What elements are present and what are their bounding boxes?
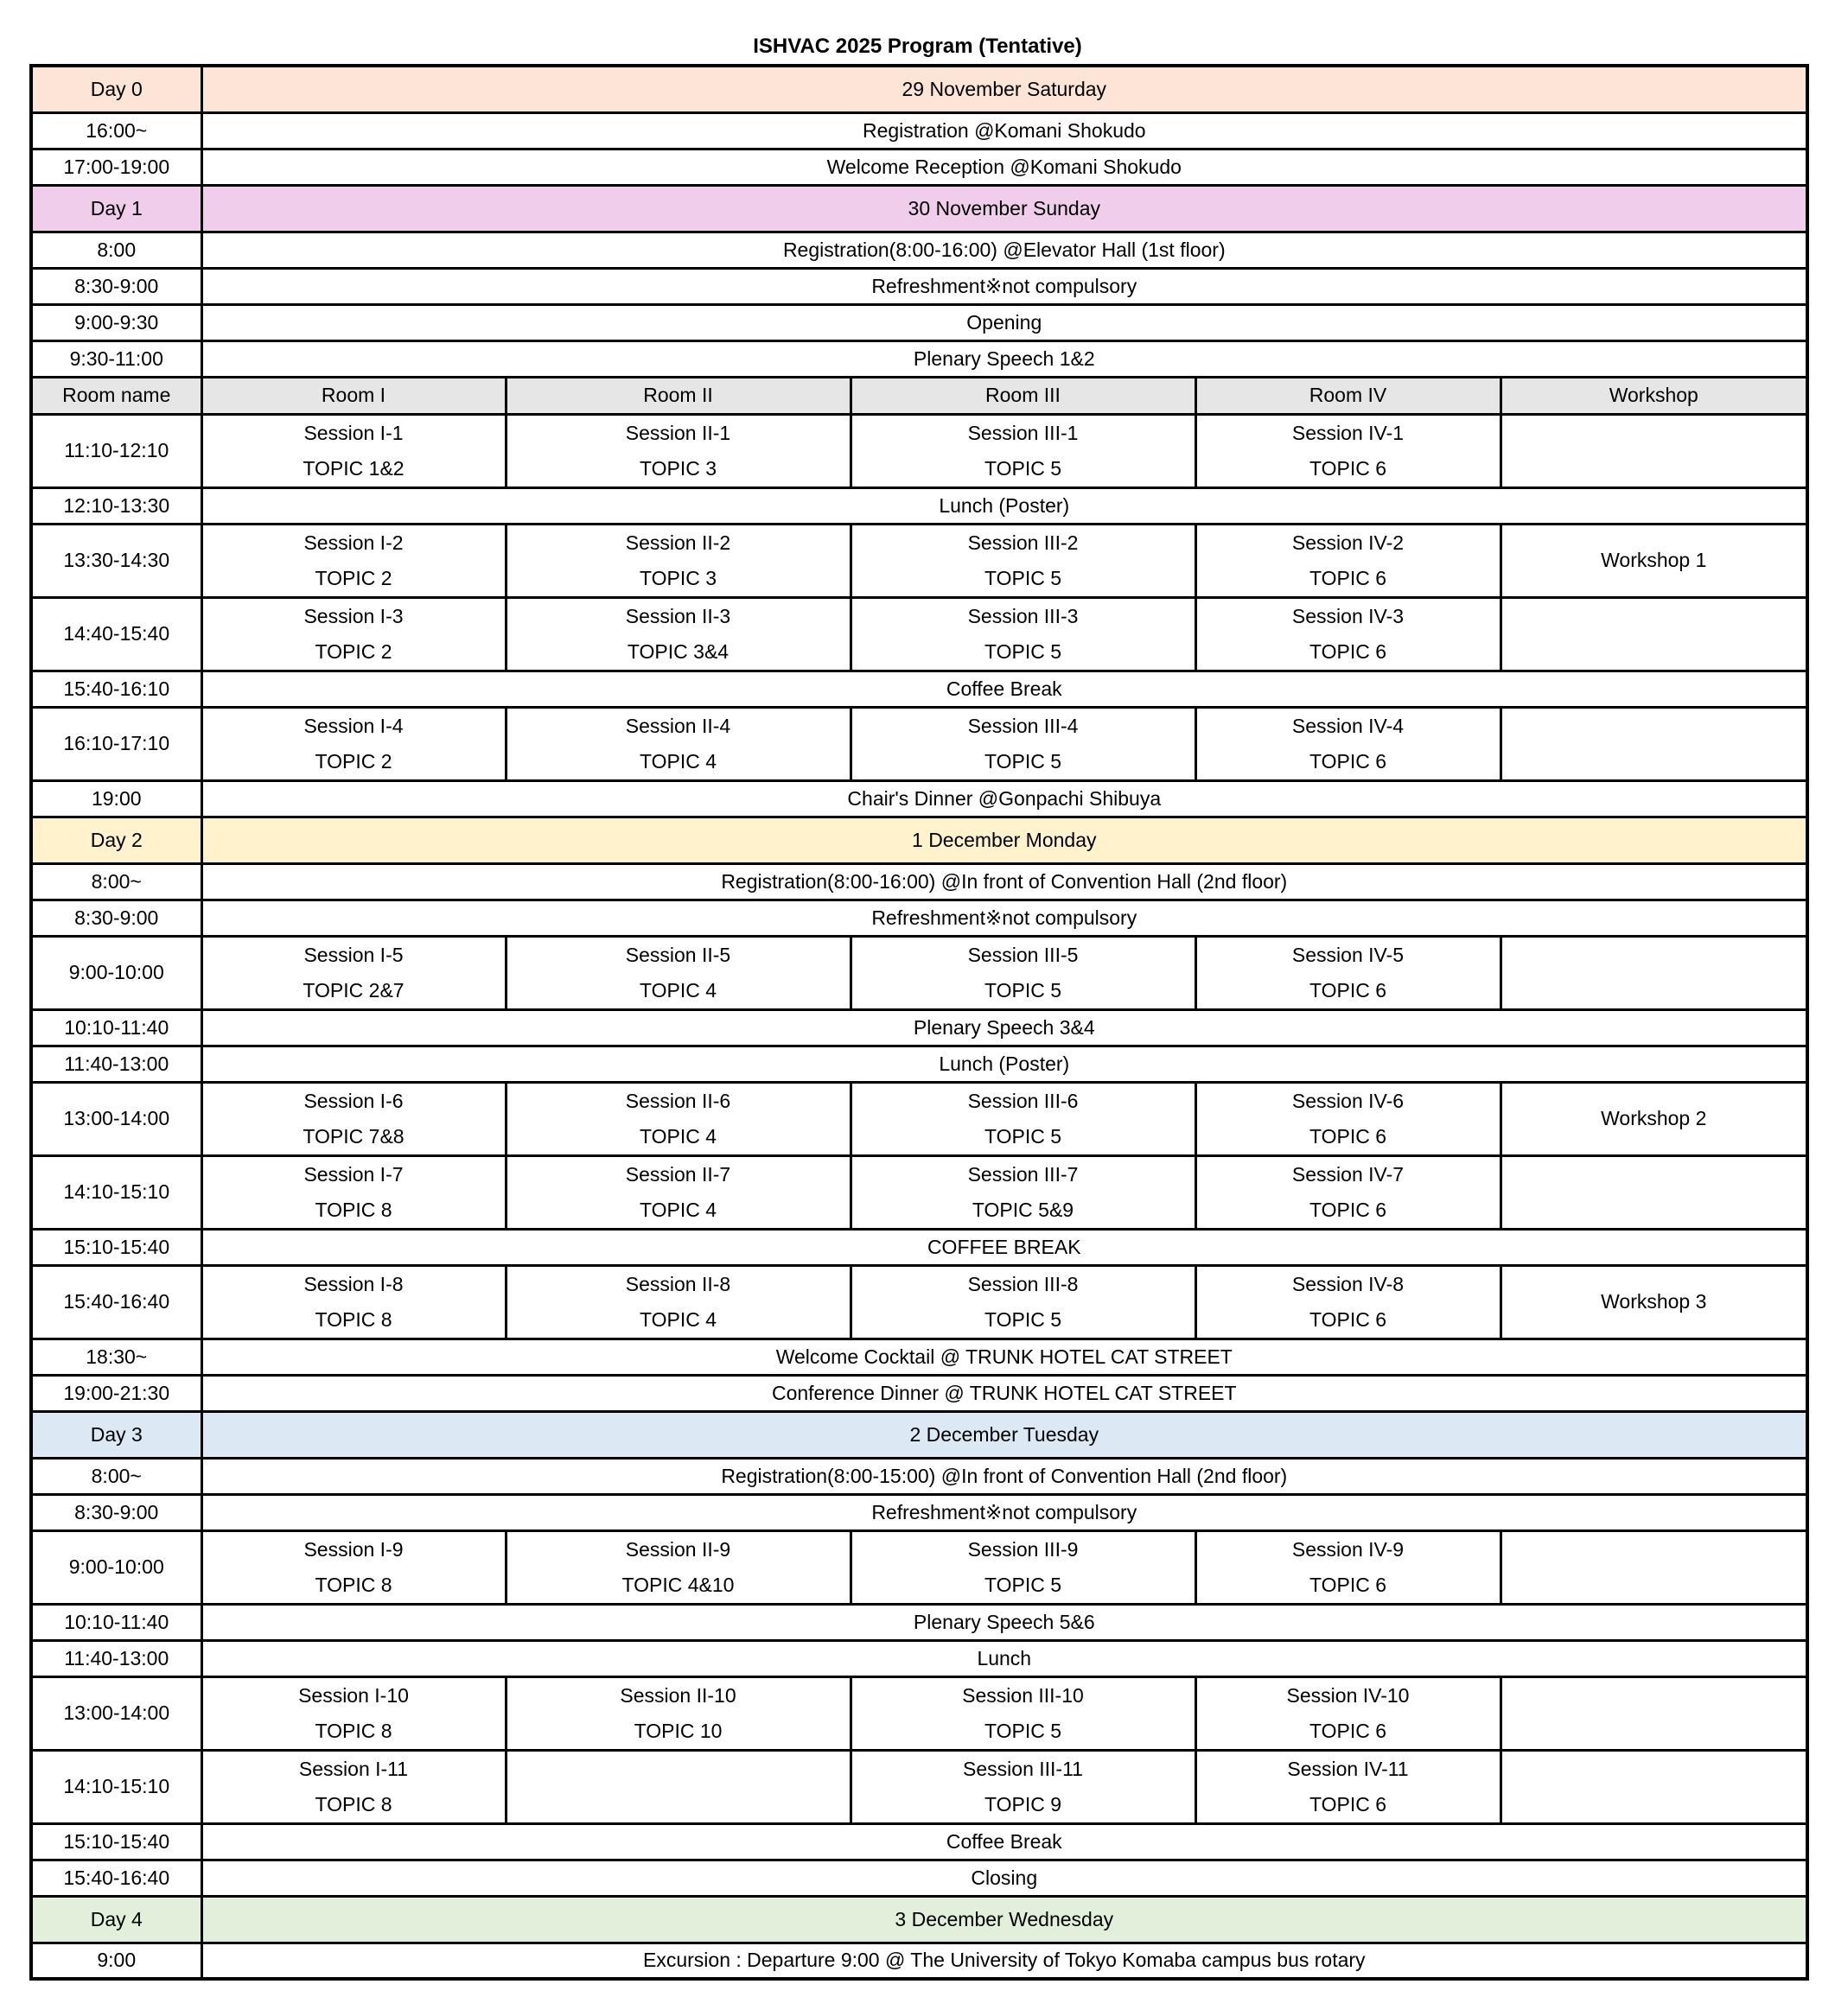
schedule-row xyxy=(31,268,1807,304)
event-cell: Coffee Break xyxy=(201,1823,1807,1860)
session-topic: TOPIC 6 xyxy=(1309,566,1387,589)
session-topic: TOPIC 10 xyxy=(634,1719,723,1742)
schedule-row xyxy=(31,671,1807,707)
session-name: Session III-2 xyxy=(967,531,1079,554)
session-name: Session IV-10 xyxy=(1286,1683,1410,1707)
session-topic: TOPIC 3 xyxy=(639,456,717,480)
event-cell: Lunch (Poster) xyxy=(201,1046,1807,1082)
session-name: Session III-6 xyxy=(967,1089,1079,1112)
time-cell: 15:40-16:10 xyxy=(31,671,201,707)
event-cell: Plenary Speech 1&2 xyxy=(201,340,1807,377)
day-date: 2 December Tuesday xyxy=(201,1411,1807,1458)
session-name: Session II-2 xyxy=(625,531,731,554)
time-cell: 18:30~ xyxy=(31,1339,201,1375)
event-cell: COFFEE BREAK xyxy=(201,1229,1807,1265)
day-label: Day 1 xyxy=(31,185,201,232)
session-cell xyxy=(201,1750,506,1823)
time-cell: 14:10-15:10 xyxy=(31,1155,201,1229)
session-topic: TOPIC 6 xyxy=(1309,1719,1387,1742)
time-cell: 15:40-16:40 xyxy=(31,1860,201,1896)
day-label: Day 3 xyxy=(31,1411,201,1458)
session-topic: TOPIC 5 xyxy=(984,1124,1062,1148)
schedule-row xyxy=(31,1009,1807,1046)
time-cell: 10:10-11:40 xyxy=(31,1009,201,1046)
event-cell: Excursion : Departure 9:00 @ The University of Tokyo Komaba campus bus rotary xyxy=(201,1943,1807,1979)
time-cell: 19:00-21:30 xyxy=(31,1375,201,1411)
session-row xyxy=(31,936,1807,1009)
session-cell xyxy=(506,524,851,597)
session-cell xyxy=(506,936,851,1009)
session-topic: TOPIC 2 xyxy=(315,566,392,589)
session-topic: TOPIC 6 xyxy=(1309,639,1387,663)
session-topic: TOPIC 2 xyxy=(315,639,392,663)
time-cell: 9:00-10:00 xyxy=(31,936,201,1009)
event-cell: Chair's Dinner @Gonpachi Shibuya xyxy=(201,780,1807,817)
session-cell xyxy=(506,597,851,671)
session-name: Session IV-3 xyxy=(1291,604,1405,627)
session-topic: TOPIC 5 xyxy=(984,456,1062,480)
session-cell xyxy=(506,1265,851,1339)
room-header-cell: Room I xyxy=(201,377,506,414)
session-cell xyxy=(201,524,506,597)
schedule-row xyxy=(31,340,1807,377)
session-cell xyxy=(1195,1265,1500,1339)
session-cell xyxy=(201,707,506,780)
session-cell xyxy=(851,1155,1195,1229)
schedule-row xyxy=(31,780,1807,817)
session-name: Session II-7 xyxy=(625,1162,731,1186)
session-name: Session III-11 xyxy=(963,1757,1083,1780)
session-cell xyxy=(1195,1082,1500,1155)
session-row xyxy=(31,1530,1807,1604)
event-cell: Registration(8:00-15:00) @In front of Convention Hall (2nd floor) xyxy=(201,1458,1807,1494)
session-topic: TOPIC 3 xyxy=(639,566,717,589)
schedule-row xyxy=(31,1943,1807,1979)
session-topic: TOPIC 6 xyxy=(1309,1124,1387,1148)
session-cell xyxy=(1195,1530,1500,1604)
session-cell xyxy=(506,1676,851,1750)
time-cell: 13:00-14:00 xyxy=(31,1082,201,1155)
time-cell: 14:10-15:10 xyxy=(31,1750,201,1823)
time-cell: 9:00-9:30 xyxy=(31,304,201,340)
time-cell: 9:30-11:00 xyxy=(31,340,201,377)
time-cell: 8:30-9:00 xyxy=(31,900,201,936)
day-row xyxy=(31,817,1807,863)
event-cell: Lunch xyxy=(201,1640,1807,1676)
page-title: ISHVAC 2025 Program (Tentative) xyxy=(753,35,1082,58)
schedule-row xyxy=(31,1823,1807,1860)
workshop-cell xyxy=(1500,597,1807,671)
event-cell: Plenary Speech 5&6 xyxy=(201,1604,1807,1640)
time-cell: 14:40-15:40 xyxy=(31,597,201,671)
session-topic: TOPIC 6 xyxy=(1309,749,1387,773)
schedule-row xyxy=(31,112,1807,149)
schedule-row xyxy=(31,863,1807,900)
session-topic: TOPIC 6 xyxy=(1309,1198,1387,1221)
session-cell xyxy=(1195,1750,1500,1823)
session-topic: TOPIC 5&9 xyxy=(972,1198,1074,1221)
session-topic: TOPIC 8 xyxy=(315,1573,392,1596)
session-name: Session III-5 xyxy=(967,943,1079,966)
workshop-cell xyxy=(1500,1155,1807,1229)
session-cell xyxy=(201,936,506,1009)
schedule-row xyxy=(31,1860,1807,1896)
session-name: Session IV-6 xyxy=(1291,1089,1405,1112)
session-cell xyxy=(506,707,851,780)
session-cell xyxy=(851,707,1195,780)
session-name: Session IV-1 xyxy=(1291,421,1405,444)
session-name: Session II-3 xyxy=(625,604,731,627)
day-date: 1 December Monday xyxy=(201,817,1807,863)
time-cell: 17:00-19:00 xyxy=(31,149,201,185)
session-topic: TOPIC 4 xyxy=(639,749,717,773)
session-cell xyxy=(506,414,851,487)
workshop-cell: Workshop 2 xyxy=(1500,1082,1807,1155)
session-name: Session IV-4 xyxy=(1291,714,1405,737)
workshop-cell xyxy=(1500,1530,1807,1604)
day-row xyxy=(31,185,1807,232)
session-name: Session IV-11 xyxy=(1287,1757,1409,1780)
event-cell: Registration(8:00-16:00) @Elevator Hall (1st floor) xyxy=(201,232,1807,268)
session-name: Session I-8 xyxy=(303,1272,404,1295)
session-cell xyxy=(201,1155,506,1229)
session-topic: TOPIC 2&7 xyxy=(303,978,405,1002)
schedule-row xyxy=(31,487,1807,524)
session-name: Session IV-5 xyxy=(1291,943,1405,966)
session-cell xyxy=(851,414,1195,487)
schedule-row xyxy=(31,900,1807,936)
workshop-cell: Workshop 1 xyxy=(1500,524,1807,597)
session-row xyxy=(31,1750,1807,1823)
time-cell: 13:00-14:00 xyxy=(31,1676,201,1750)
session-name: Session I-10 xyxy=(298,1683,409,1707)
session-topic: TOPIC 2 xyxy=(315,749,392,773)
session-name: Session II-5 xyxy=(625,943,731,966)
session-cell xyxy=(201,597,506,671)
session-topic: TOPIC 8 xyxy=(315,1198,392,1221)
schedule-row xyxy=(31,232,1807,268)
session-cell xyxy=(1195,936,1500,1009)
workshop-cell: Workshop 3 xyxy=(1500,1265,1807,1339)
session-topic: TOPIC 7&8 xyxy=(303,1124,405,1148)
session-topic: TOPIC 3&4 xyxy=(627,639,730,663)
event-cell: Conference Dinner @ TRUNK HOTEL CAT STREET xyxy=(201,1375,1807,1411)
session-row xyxy=(31,414,1807,487)
session-topic: TOPIC 5 xyxy=(984,1307,1062,1331)
event-cell: Refreshment※not compulsory xyxy=(201,1494,1807,1530)
workshop-cell xyxy=(1500,1750,1807,1823)
session-cell xyxy=(851,936,1195,1009)
time-cell: 8:30-9:00 xyxy=(31,268,201,304)
session-row xyxy=(31,597,1807,671)
time-cell: 10:10-11:40 xyxy=(31,1604,201,1640)
session-cell xyxy=(851,1082,1195,1155)
session-cell xyxy=(506,1750,851,1823)
session-name: Session I-5 xyxy=(303,943,404,966)
session-topic: TOPIC 8 xyxy=(315,1719,392,1742)
session-name: Session II-1 xyxy=(625,421,731,444)
time-cell: 15:40-16:40 xyxy=(31,1265,201,1339)
session-cell xyxy=(851,524,1195,597)
workshop-cell xyxy=(1500,414,1807,487)
session-cell xyxy=(851,1750,1195,1823)
session-cell xyxy=(851,1265,1195,1339)
room-header-cell: Room III xyxy=(851,377,1195,414)
session-cell xyxy=(201,1676,506,1750)
session-name: Session II-9 xyxy=(625,1537,731,1561)
session-topic: TOPIC 4 xyxy=(639,1124,717,1148)
session-topic: TOPIC 1&2 xyxy=(303,456,405,480)
session-cell xyxy=(201,1265,506,1339)
time-cell: 11:40-13:00 xyxy=(31,1046,201,1082)
event-cell: Welcome Cocktail @ TRUNK HOTEL CAT STREET xyxy=(201,1339,1807,1375)
event-cell: Plenary Speech 3&4 xyxy=(201,1009,1807,1046)
session-name: Session IV-9 xyxy=(1291,1537,1405,1561)
day-row xyxy=(31,66,1807,112)
program-table xyxy=(29,64,1809,1981)
session-name: Session III-7 xyxy=(967,1162,1079,1186)
session-row xyxy=(31,1155,1807,1229)
schedule-row xyxy=(31,1458,1807,1494)
room-header-cell: Room name xyxy=(31,377,201,414)
time-cell: 8:30-9:00 xyxy=(31,1494,201,1530)
schedule-row xyxy=(31,1494,1807,1530)
session-topic: TOPIC 5 xyxy=(984,639,1062,663)
event-cell: Coffee Break xyxy=(201,671,1807,707)
session-topic: TOPIC 5 xyxy=(984,566,1062,589)
session-topic: TOPIC 4 xyxy=(639,978,717,1002)
session-name: Session IV-2 xyxy=(1291,531,1405,554)
event-cell: Refreshment※not compulsory xyxy=(201,268,1807,304)
session-topic: TOPIC 8 xyxy=(315,1792,392,1816)
day-date: 30 November Sunday xyxy=(201,185,1807,232)
session-name: Session IV-7 xyxy=(1291,1162,1405,1186)
time-cell: 16:00~ xyxy=(31,112,201,149)
session-name: Session II-10 xyxy=(620,1683,736,1707)
event-cell: Lunch (Poster) xyxy=(201,487,1807,524)
event-cell: Opening xyxy=(201,304,1807,340)
day-date: 3 December Wednesday xyxy=(201,1896,1807,1943)
session-name: Session I-2 xyxy=(303,531,404,554)
session-name: Session I-11 xyxy=(298,1757,409,1780)
session-name: Session I-3 xyxy=(303,604,404,627)
time-cell: 11:10-12:10 xyxy=(31,414,201,487)
time-cell: 9:00-10:00 xyxy=(31,1530,201,1604)
schedule-row xyxy=(31,1640,1807,1676)
session-topic: TOPIC 5 xyxy=(984,749,1062,773)
session-topic: TOPIC 9 xyxy=(984,1792,1062,1816)
session-cell xyxy=(851,1676,1195,1750)
event-cell: Refreshment※not compulsory xyxy=(201,900,1807,936)
time-cell: 8:00 xyxy=(31,232,201,268)
event-cell: Registration(8:00-16:00) @In front of Convention Hall (2nd floor) xyxy=(201,863,1807,900)
schedule-row xyxy=(31,1604,1807,1640)
day-row xyxy=(31,1411,1807,1458)
session-topic: TOPIC 5 xyxy=(984,978,1062,1002)
session-cell xyxy=(1195,414,1500,487)
session-cell xyxy=(1195,524,1500,597)
session-topic: TOPIC 5 xyxy=(984,1573,1062,1596)
session-topic: TOPIC 4 xyxy=(639,1307,717,1331)
room-header-row xyxy=(31,377,1807,414)
room-header-cell: Room IV xyxy=(1195,377,1500,414)
session-name: Session II-4 xyxy=(625,714,731,737)
session-cell xyxy=(851,597,1195,671)
time-cell: 8:00~ xyxy=(31,863,201,900)
session-row xyxy=(31,1082,1807,1155)
session-name: Session III-3 xyxy=(967,604,1079,627)
time-cell: 16:10-17:10 xyxy=(31,707,201,780)
session-topic: TOPIC 6 xyxy=(1309,1573,1387,1596)
session-name: Session I-6 xyxy=(303,1089,404,1112)
time-cell: 19:00 xyxy=(31,780,201,817)
time-cell: 9:00 xyxy=(31,1943,201,1979)
session-cell xyxy=(1195,1676,1500,1750)
session-cell xyxy=(201,1082,506,1155)
time-cell: 15:10-15:40 xyxy=(31,1229,201,1265)
session-name: Session III-1 xyxy=(967,421,1079,444)
session-row xyxy=(31,1676,1807,1750)
session-cell xyxy=(201,1530,506,1604)
session-cell xyxy=(1195,1155,1500,1229)
day-label: Day 2 xyxy=(31,817,201,863)
room-header-cell: Workshop xyxy=(1500,377,1807,414)
session-name: Session II-6 xyxy=(625,1089,731,1112)
session-row xyxy=(31,707,1807,780)
session-cell xyxy=(1195,707,1500,780)
session-name: Session I-4 xyxy=(303,714,404,737)
event-cell: Welcome Reception @Komani Shokudo xyxy=(201,149,1807,185)
session-name: Session I-1 xyxy=(303,421,404,444)
session-cell xyxy=(506,1530,851,1604)
session-name: Session III-8 xyxy=(967,1272,1079,1295)
time-cell: 11:40-13:00 xyxy=(31,1640,201,1676)
session-cell xyxy=(851,1530,1195,1604)
session-cell xyxy=(201,414,506,487)
schedule-row xyxy=(31,1229,1807,1265)
session-topic: TOPIC 6 xyxy=(1309,456,1387,480)
session-name: Session IV-8 xyxy=(1291,1272,1405,1295)
session-name: Session III-4 xyxy=(967,714,1079,737)
session-topic: TOPIC 6 xyxy=(1309,978,1387,1002)
program-table-body xyxy=(31,66,1807,1979)
session-name: Session I-9 xyxy=(303,1537,404,1561)
session-topic: TOPIC 5 xyxy=(984,1719,1062,1742)
workshop-cell xyxy=(1500,707,1807,780)
session-cell xyxy=(506,1155,851,1229)
room-header-cell: Room II xyxy=(506,377,851,414)
schedule-row xyxy=(31,304,1807,340)
workshop-cell xyxy=(1500,936,1807,1009)
day-date: 29 November Saturday xyxy=(201,66,1807,112)
time-cell: 12:10-13:30 xyxy=(31,487,201,524)
schedule-row xyxy=(31,1046,1807,1082)
time-cell: 8:00~ xyxy=(31,1458,201,1494)
session-name: Session III-9 xyxy=(967,1537,1079,1561)
session-row xyxy=(31,1265,1807,1339)
session-name: Session I-7 xyxy=(303,1162,404,1186)
day-row xyxy=(31,1896,1807,1943)
event-cell: Registration @Komani Shokudo xyxy=(201,112,1807,149)
session-topic: TOPIC 8 xyxy=(315,1307,392,1331)
time-cell: 13:30-14:30 xyxy=(31,524,201,597)
session-row xyxy=(31,524,1807,597)
schedule-row xyxy=(31,1375,1807,1411)
day-label: Day 0 xyxy=(31,66,201,112)
event-cell: Closing xyxy=(201,1860,1807,1896)
session-cell xyxy=(1195,597,1500,671)
schedule-row xyxy=(31,1339,1807,1375)
time-cell: 15:10-15:40 xyxy=(31,1823,201,1860)
day-label: Day 4 xyxy=(31,1896,201,1943)
session-topic: TOPIC 6 xyxy=(1309,1792,1387,1816)
session-name: Session II-8 xyxy=(625,1272,731,1295)
workshop-cell xyxy=(1500,1676,1807,1750)
session-topic: TOPIC 4&10 xyxy=(621,1573,735,1596)
session-topic: TOPIC 4 xyxy=(639,1198,717,1221)
session-name: Session III-10 xyxy=(962,1683,1084,1707)
session-topic: TOPIC 6 xyxy=(1309,1307,1387,1331)
session-cell xyxy=(506,1082,851,1155)
schedule-row xyxy=(31,149,1807,185)
